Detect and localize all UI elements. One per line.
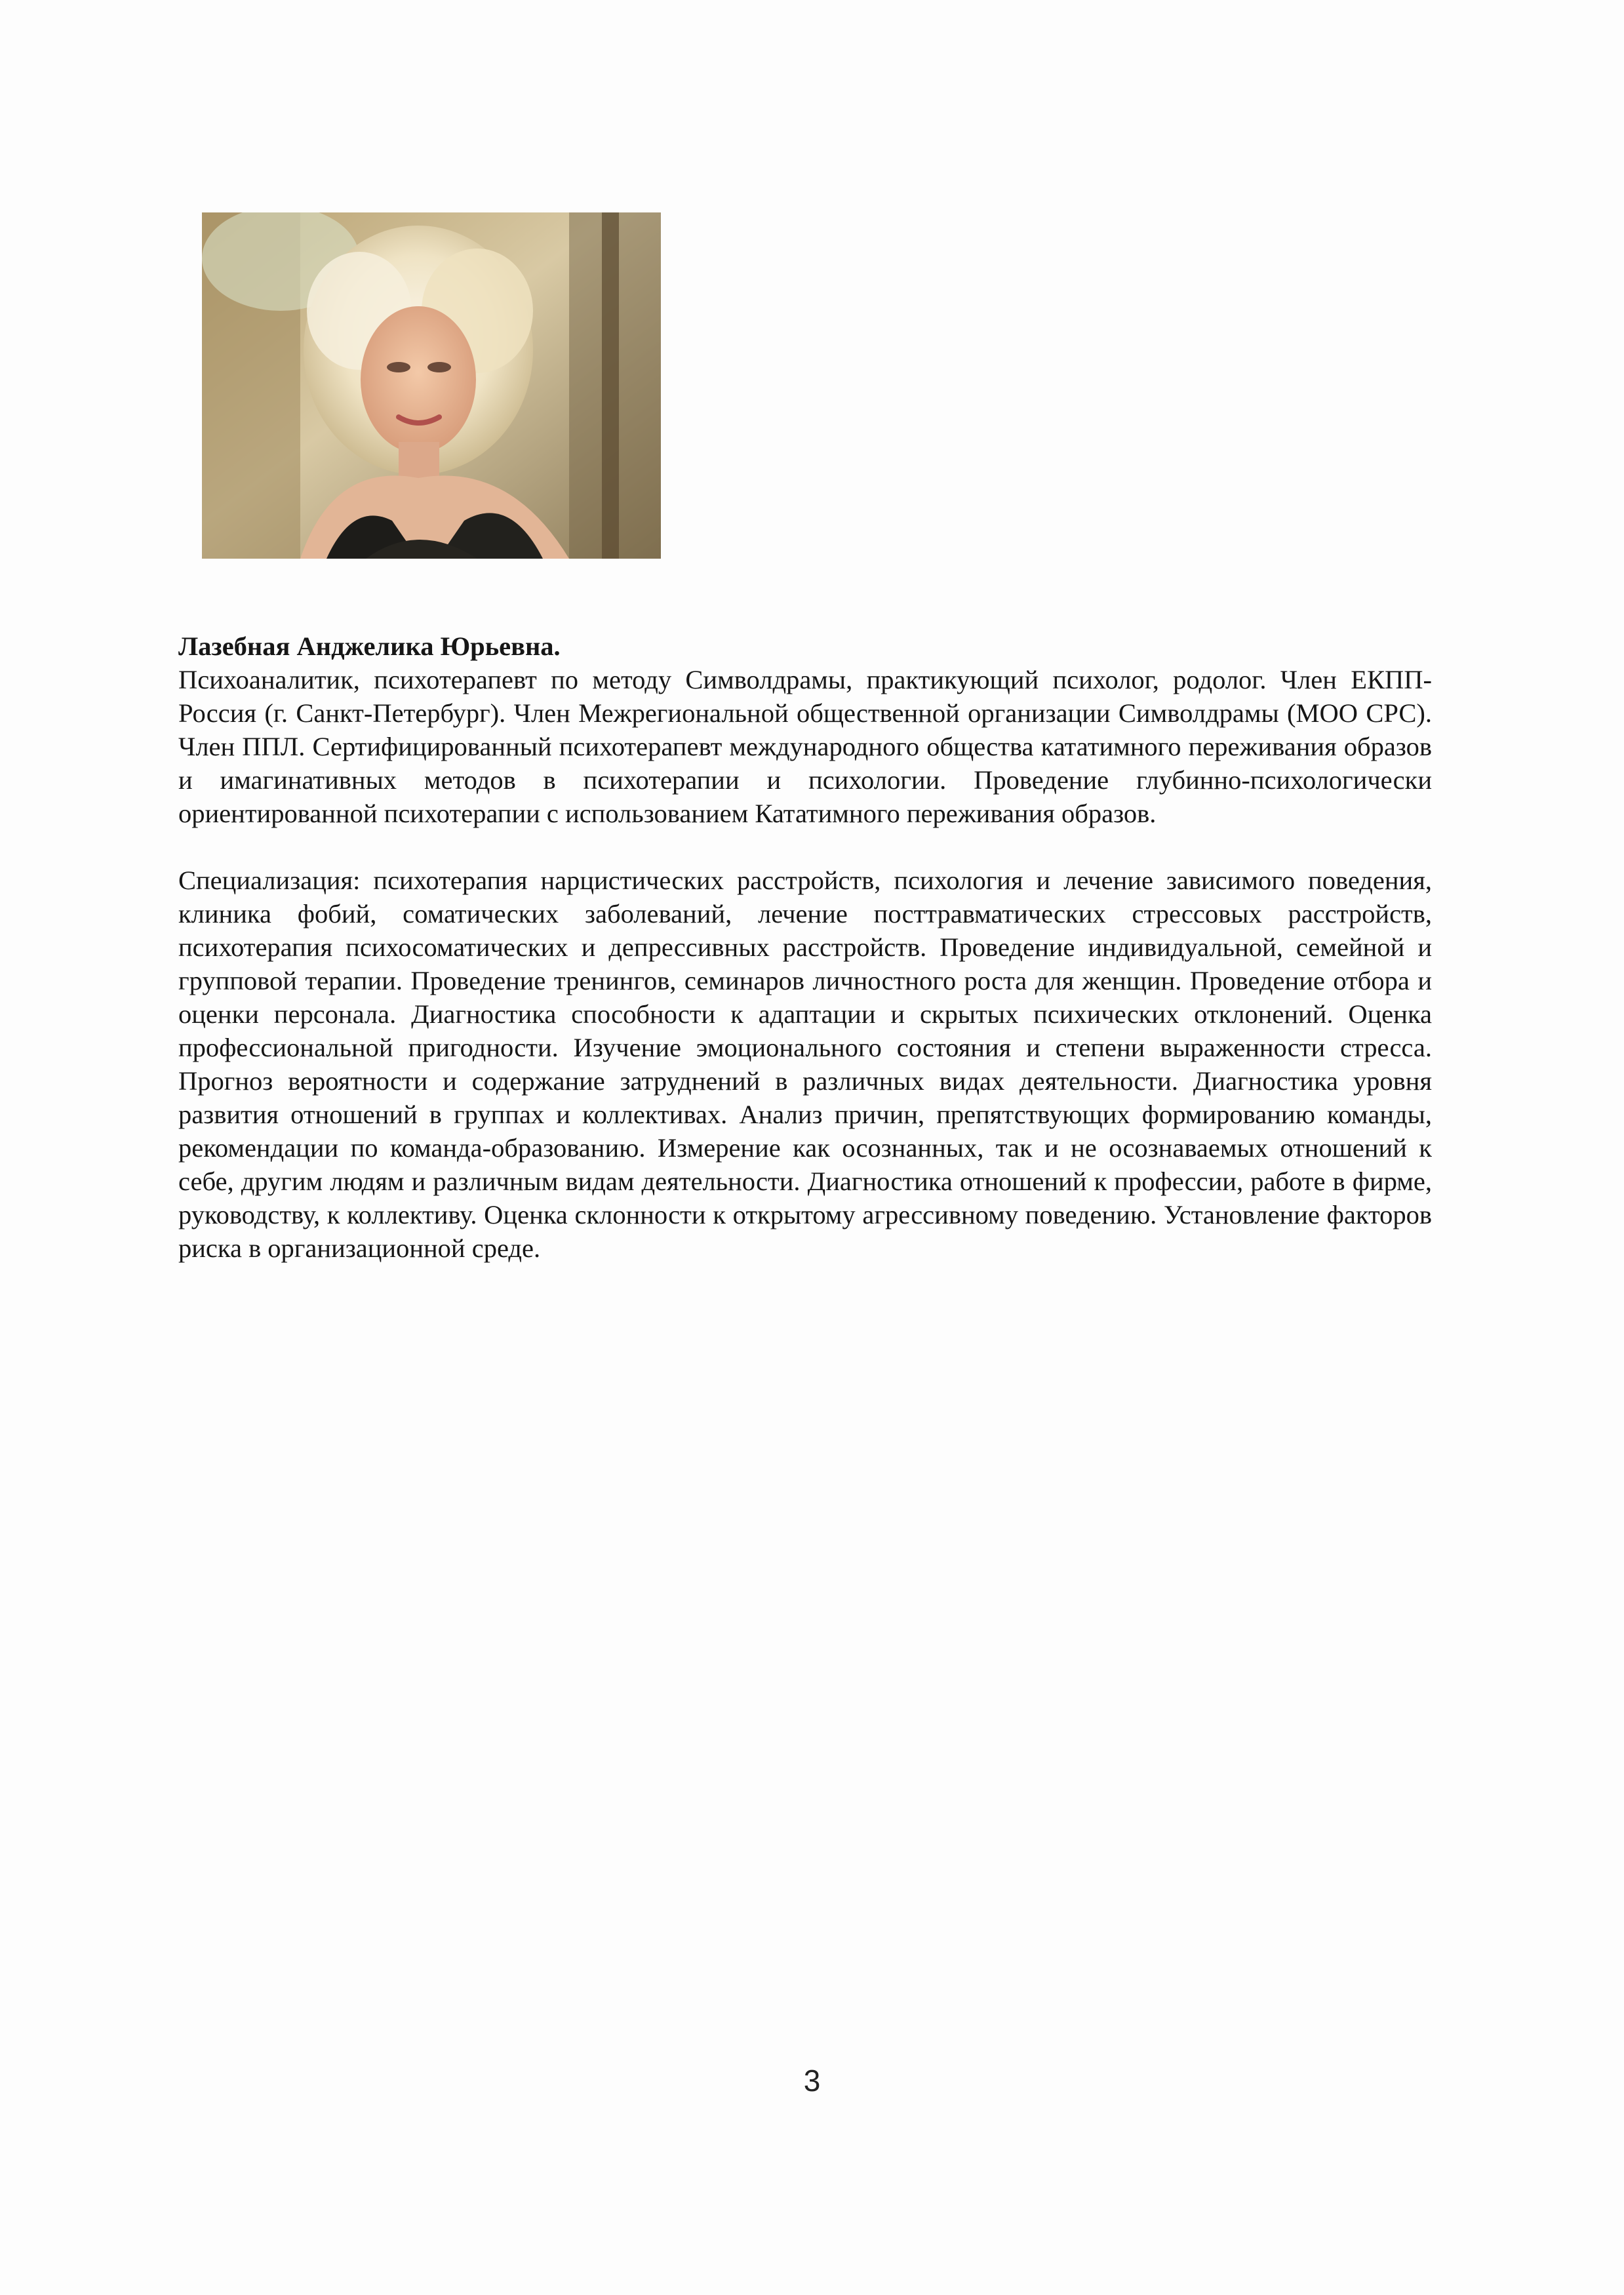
portrait-photo — [202, 212, 661, 559]
page-number: 3 — [803, 2064, 821, 2098]
portrait-image — [202, 212, 661, 559]
specialization-paragraph: Специализация: психотерапия нарцистических расстройств, психология и лечение зависимого поведения, клиника фобий, соматических заболеваний, лечение посттравматических стрессовых расстройств, психотерапия психосоматических и депрессивных расстройств. Проведение индивидуальной, семейной и групповой терапии. Проведение тренингов, семинаров личностного роста для женщин. Проведение отбора и оценки персонала. Диагностика способности к адаптации и скрытых психических отклонений. Оценка профессиональной пригодности. Изучение эмоционального состояния и степени выраженности стресса. Прогноз вероятности и содержание затруднений в различных видах деятельности. Диагностика уровня развития отношений в группах и коллективах. Анализ причин, препятствующих формированию команды, рекомендации по команда-образованию. Измерение как осознанных, так и не осознаваемых отношений к себе, другим людям и различным видам деятельности. Диагностика отношений к профессии, работе в фирме, руководству, к коллективу. Оценка склонности к открытому агрессивному поведению. Установление факторов риска в организационной среде. — [178, 866, 1432, 1263]
paragraph-spacer — [178, 830, 1432, 864]
bio-paragraph: Психоаналитик, психотерапевт по методу Символдрамы, практикующий психолог, родолог. Член ЕКПП-Россия (г. Санкт-Петербург). Член Межрегиональной общественной организации Символдрамы (МОО СРС). Член ППЛ. Сертифицированный психотерапевт международного общества кататимного переживания образов и имагинативных методов в психотерапии и психологии. Проведение глубинно-психологически ориентированной психотерапии с использованием Кататимного переживания образов. — [178, 665, 1432, 828]
person-name: Лазебная Анджелика Юрьевна. — [178, 631, 561, 661]
biography-text — [178, 629, 1432, 1265]
